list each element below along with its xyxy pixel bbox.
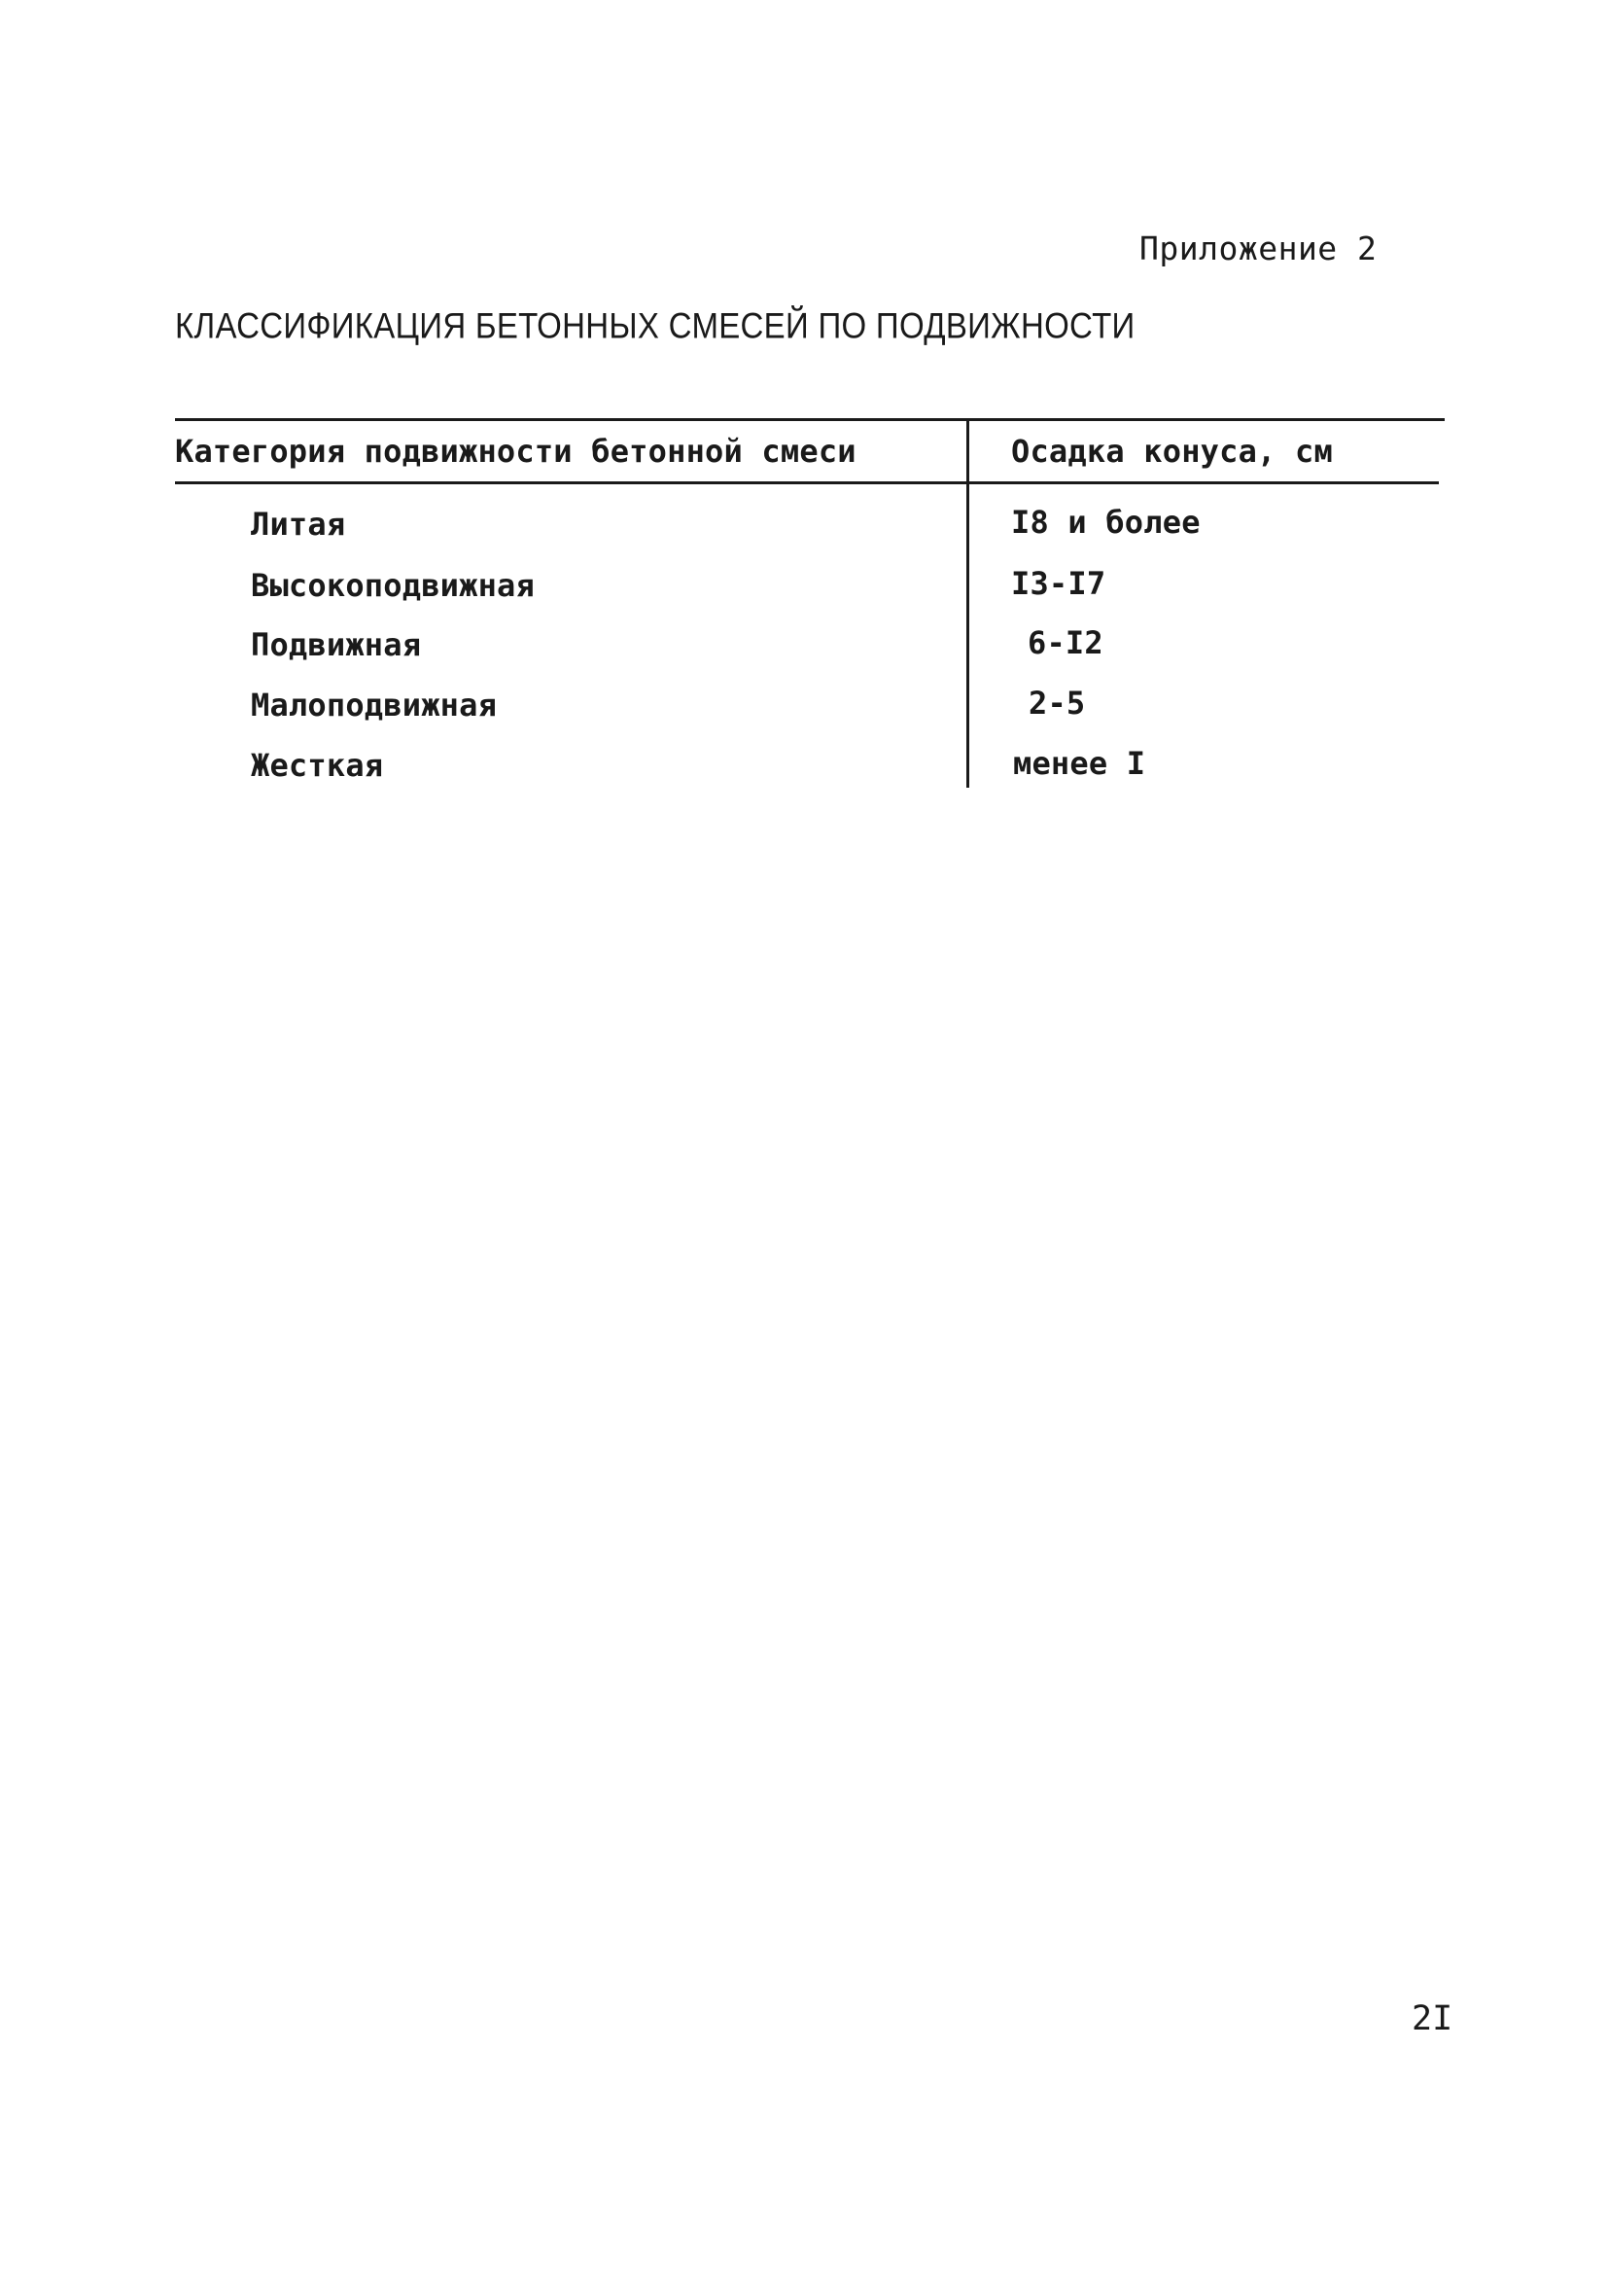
column-header-slump: Осадка конуса, см [1011, 433, 1333, 470]
table-top-rule [175, 418, 1445, 421]
table-row-slump: 6-I2 [1028, 624, 1103, 661]
table-row-category: Литая [251, 506, 346, 543]
document-title: КЛАССИФИКАЦИЯ БЕТОННЫХ СМЕСЕЙ ПО ПОДВИЖНОСТИ [175, 305, 1136, 346]
table-column-divider [966, 418, 969, 788]
table-row-slump: I3-I7 [1011, 565, 1106, 602]
appendix-label: Приложение 2 [1139, 230, 1378, 267]
table-row-slump: 2-5 [1029, 685, 1086, 722]
table-row-slump: I8 и более [1011, 504, 1201, 541]
table-row-slump: менее I [1013, 745, 1146, 782]
column-header-category: Категория подвижности бетонной смеси [175, 433, 856, 470]
table-row-category: Подвижная [251, 626, 422, 663]
page-number: 2I [1412, 1999, 1453, 2038]
table-row-category: Малоподвижная [251, 687, 498, 724]
table-row-category: Жесткая [251, 747, 384, 784]
table-header-rule [175, 481, 1439, 484]
table-row-category: Высокоподвижная [251, 567, 535, 604]
mobility-classification-table [175, 418, 1445, 788]
